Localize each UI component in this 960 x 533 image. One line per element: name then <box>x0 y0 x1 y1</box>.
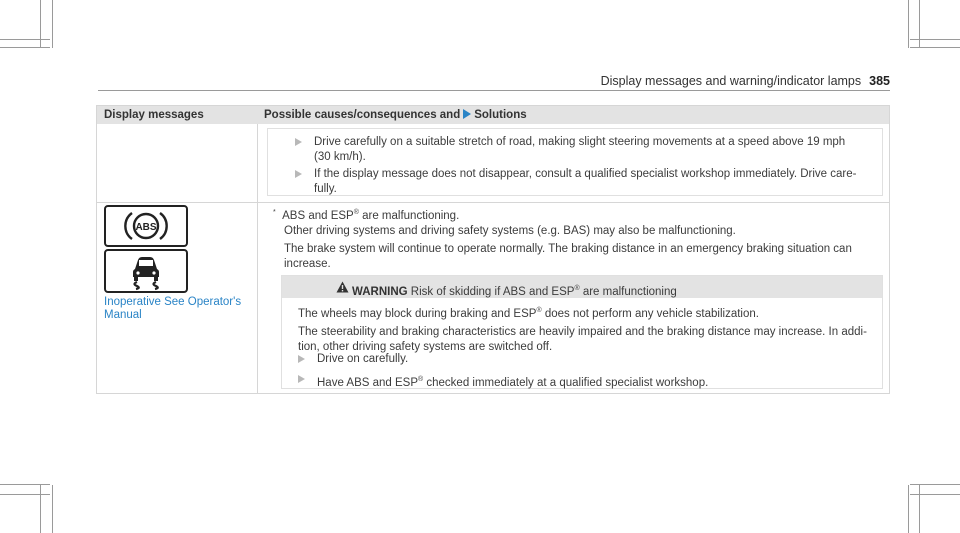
crop-mark <box>910 47 960 48</box>
arrow-right-icon <box>295 170 302 178</box>
warning-body: The wheels may block during braking and ESP® does not perform any vehicle stabilization. The steerability and braking characteristics are heavily impaired and the braking distance may increase. In addi- tion, other driving safety systems are switched off. <box>298 307 867 353</box>
abs-cause-text: * ABS and ESP® are malfunctioning. Other driving systems and driving safety systems (e.g. BAS) may also be malfunctioning. The brake system will continue to operate normally. The braking distance in an emergency braking situation can increase. <box>273 209 852 270</box>
crop-mark <box>0 47 50 48</box>
crop-mark <box>919 485 920 533</box>
col-display-messages: Display messages <box>104 109 204 121</box>
crop-mark <box>0 39 50 40</box>
crop-mark <box>919 0 920 48</box>
crop-mark <box>910 39 960 40</box>
crop-mark <box>40 0 41 48</box>
arrow-right-icon <box>298 355 305 363</box>
crop-mark <box>908 485 909 533</box>
crop-mark <box>40 485 41 533</box>
crop-mark <box>0 484 50 485</box>
arrow-right-icon <box>298 375 305 383</box>
arrow-right-icon <box>463 109 471 119</box>
arrow-right-icon <box>295 138 302 146</box>
crop-mark <box>910 484 960 485</box>
running-header <box>601 74 890 88</box>
warning-header: WARNING Risk of skidding if ABS and ESP® are malfunctioning <box>282 276 882 298</box>
crop-mark <box>52 485 53 533</box>
header-rule <box>98 90 890 91</box>
messages-table <box>96 105 890 394</box>
column-divider <box>257 124 258 393</box>
warning-box: WARNING Risk of skidding if ABS and ESP® are malfunctioning The wheels may block during braking and ESP® does not perform any vehicle stabilization. The steerability and braking characteristics are heavily impaired and the braking distance may increase. In addi- tion, other driving safety systems are switched off. Drive on carefully. Have ABS and ESP® checked immediately at a qualified specialist workshop. <box>281 275 883 389</box>
col-solutions-label: Solutions <box>474 109 527 121</box>
esp-skid-lamp-icon <box>104 249 188 293</box>
warning-label: WARNING <box>352 285 408 298</box>
abs-warning-lamp-icon <box>104 205 188 247</box>
section-title: Display messages and warning/indicator lamps <box>600 74 862 88</box>
row-divider <box>97 202 889 203</box>
svg-text:ABS: ABS <box>135 222 157 233</box>
warning-triangle-icon <box>336 281 349 293</box>
col-causes: Possible causes/consequences and Solutions <box>264 109 527 121</box>
crop-mark <box>908 0 909 48</box>
operator-manual-link[interactable]: Inoperative See Operator's Manual <box>104 296 242 321</box>
crop-mark <box>52 0 53 48</box>
crop-mark <box>910 494 960 495</box>
table-header <box>97 106 889 124</box>
solutions-box: Drive carefully on a suitable stretch of road, making slight steering movements at a speed above 19 mph (30 km/h). If the display message does not disappear, consult a qualified specialist workshop immediately. Drive care- fully. <box>267 128 883 196</box>
page-number: 385 <box>869 74 890 88</box>
crop-mark <box>0 494 50 495</box>
